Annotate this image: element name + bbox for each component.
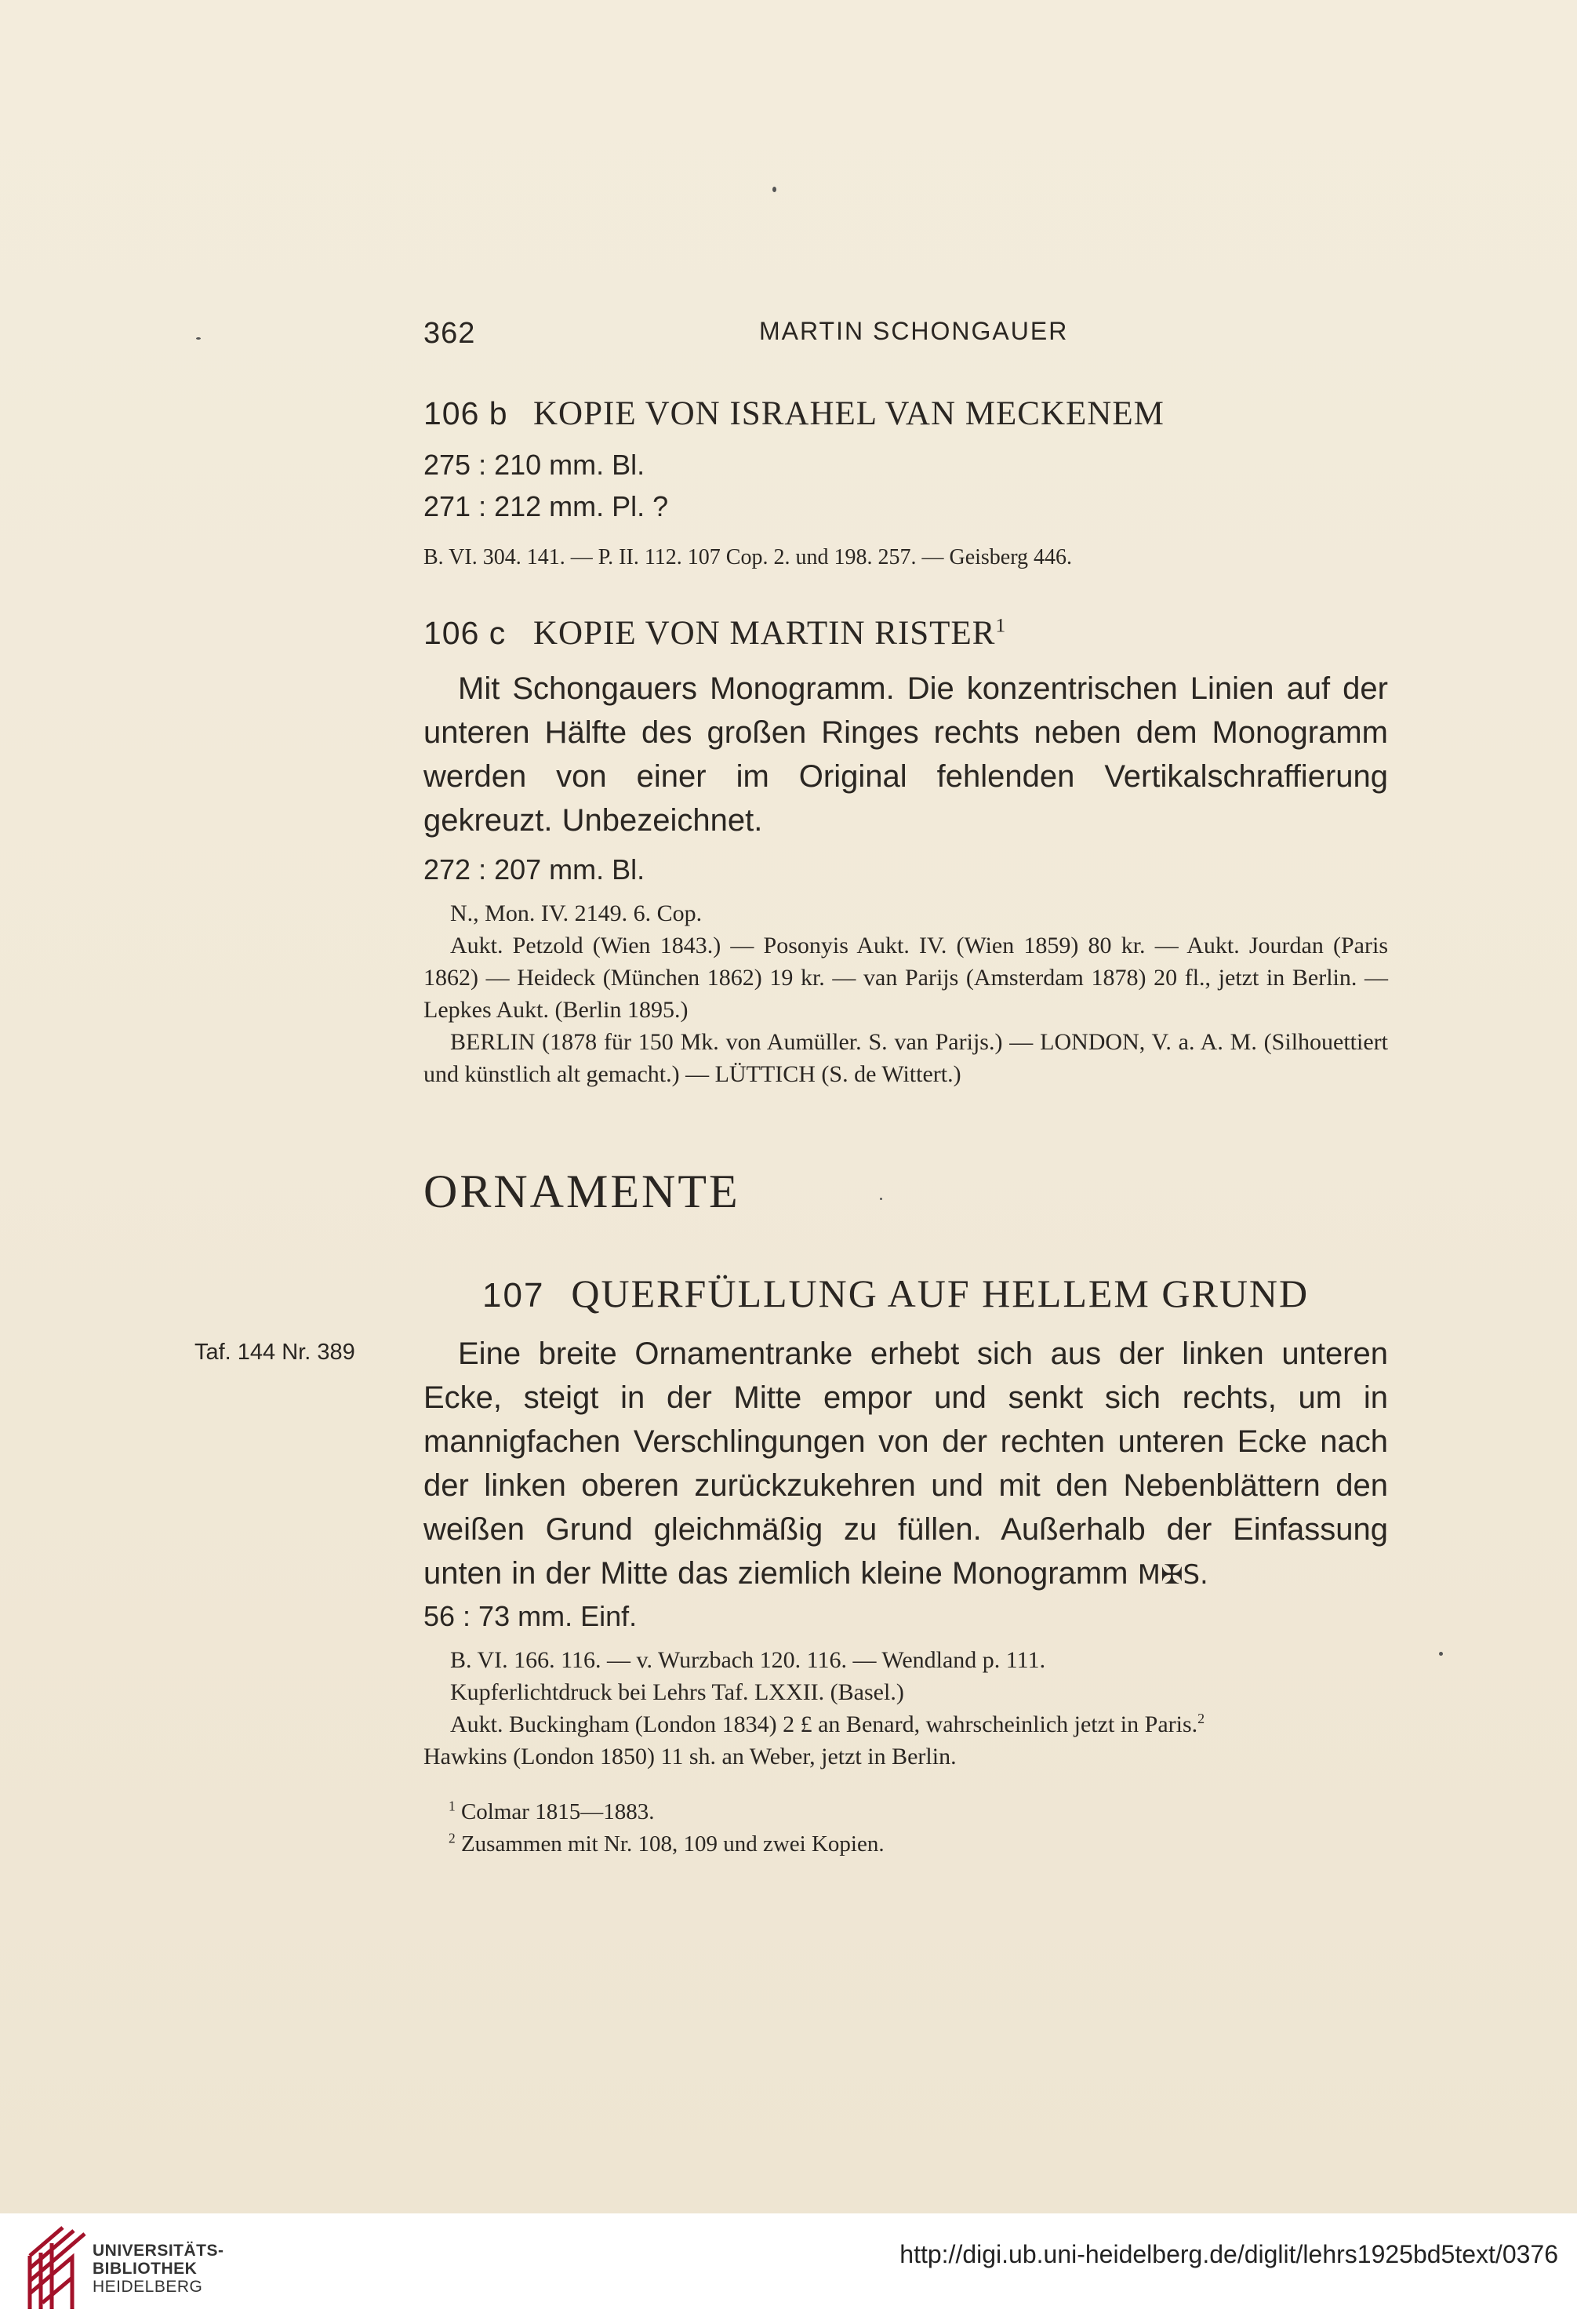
entry-107-measure: 56 : 73 mm. Einf. bbox=[423, 1600, 638, 1632]
entry-106c-description: Mit Schongauers Monogramm. Die konzentrischen Linien auf der unteren Hälfte des großen Ringes rechts neben dem Monogramm werden von einer im Original fehlenden Vertikalschraffierung gekreuzt. Unbezeichnet. bbox=[423, 671, 1388, 838]
entry-106c-reference-2: Aukt. Petzold (Wien 1843.) — Posonyis Aukt. IV. (Wien 1859) 80 kr. — Aukt. Jourdan (Paris 1862) — Heideck (München 1862) 19 kr. — van Parijs (Amsterdam 1878) 20 fl., jetzt in Berlin. — Lepkes Aukt. (Berlin 1895.) bbox=[423, 933, 1388, 1023]
footnote-mark: 2 bbox=[449, 1830, 456, 1846]
entry-107-reference-3 bbox=[423, 1708, 1388, 1740]
entry-106b-measure-1: 275 : 210 mm. Bl. bbox=[423, 449, 645, 481]
entry-number: 106 c bbox=[423, 615, 507, 651]
entry-107-description bbox=[423, 1332, 1388, 1597]
digitization-footer bbox=[0, 2213, 1577, 2324]
entry-106c-measure: 272 : 207 mm. Bl. bbox=[423, 853, 645, 886]
monogram-glyph: M✠S. bbox=[1137, 1559, 1208, 1591]
entry-title: KOPIE VON MARTIN RISTER bbox=[533, 615, 996, 652]
entry-title: KOPIE VON ISRAHEL VAN MECKENEM bbox=[533, 395, 1165, 432]
entry-number: 107 bbox=[482, 1276, 545, 1315]
entry-107-reference-3-text: Aukt. Buckingham (London 1834) 2 £ an Benard, wahrscheinlich jetzt in Paris. bbox=[450, 1711, 1198, 1737]
running-head: MARTIN SCHONGAUER bbox=[759, 317, 1069, 345]
footnote-mark: 1 bbox=[995, 613, 1007, 637]
scan-speck bbox=[880, 1198, 882, 1200]
entry-106c-reference-3: BERLIN (1878 für 150 Mk. von Aumüller. S. van Parijs.) — LONDON, V. a. A. M. (Silhouettiert und künstlich alt gemacht.) — LÜTTICH (S. de Wittert.) bbox=[423, 1029, 1388, 1087]
footnote-text: Colmar 1815—1883. bbox=[460, 1799, 655, 1824]
entry-106b-heading bbox=[423, 395, 1388, 433]
scan-speck bbox=[772, 187, 776, 192]
entry-106b-references: B. VI. 304. 141. — P. II. 112. 107 Cop. 2. und 198. 257. — Geisberg 446. bbox=[423, 545, 1073, 569]
footnote-mark: 1 bbox=[449, 1798, 456, 1814]
entry-title: QUERFÜLLUNG AUF HELLEM GRUND bbox=[571, 1271, 1310, 1315]
library-name: UNIVERSITÄTS- BIBLIOTHEK HEIDELBERG bbox=[93, 2242, 224, 2296]
footnote-1 bbox=[449, 1796, 1413, 1828]
entry-107-heading bbox=[482, 1271, 1309, 1316]
scan-speck bbox=[1439, 1652, 1443, 1656]
entry-107-reference-2: Kupferlichtdruck bei Lehrs Taf. LXXII. (Basel.) bbox=[450, 1679, 904, 1705]
footnote-2 bbox=[449, 1828, 1413, 1860]
scan-speck bbox=[196, 337, 201, 340]
footnote-text: Zusammen mit Nr. 108, 109 und zwei Kopien. bbox=[460, 1831, 885, 1857]
entry-106c-heading bbox=[423, 614, 1388, 653]
permalink-url[interactable]: http://digi.ub.uni-heidelberg.de/diglit/lehrs1925bd5text/0376 bbox=[899, 2240, 1558, 2268]
entry-107-reference-4: Hawkins (London 1850) 11 sh. an Weber, jetzt in Berlin. bbox=[423, 1744, 957, 1769]
library-logo-icon bbox=[24, 2224, 94, 2312]
plate-reference-margin-note: Taf. 144 Nr. 389 bbox=[194, 1340, 355, 1365]
entry-107-reference-1: B. VI. 166. 116. — v. Wurzbach 120. 116. — Wendland p. 111. bbox=[450, 1647, 1046, 1673]
page-number: 362 bbox=[423, 317, 476, 350]
entry-107-description-text: Eine breite Ornamentranke erhebt sich aus der linken unteren Ecke, steigt in der Mitte empor und senkt sich rechts, um in mannigfachen Verschlingungen von der rechten unteren Ecke nach der linken oberen zurückzukehren und mit den Nebenblättern den weißen Grund gleichmäßig zu füllen. Außerhalb der Einfassung unten in der Mitte das ziemlich kleine Monogramm bbox=[423, 1337, 1388, 1591]
footnote-mark: 2 bbox=[1197, 1711, 1205, 1726]
entry-106b-measure-2: 271 : 212 mm. Pl. ? bbox=[423, 490, 669, 522]
entry-number: 106 b bbox=[423, 395, 508, 431]
entry-106c-reference-1: N., Mon. IV. 2149. 6. Cop. bbox=[450, 900, 703, 926]
section-title: ORNAMENTE bbox=[423, 1166, 740, 1217]
